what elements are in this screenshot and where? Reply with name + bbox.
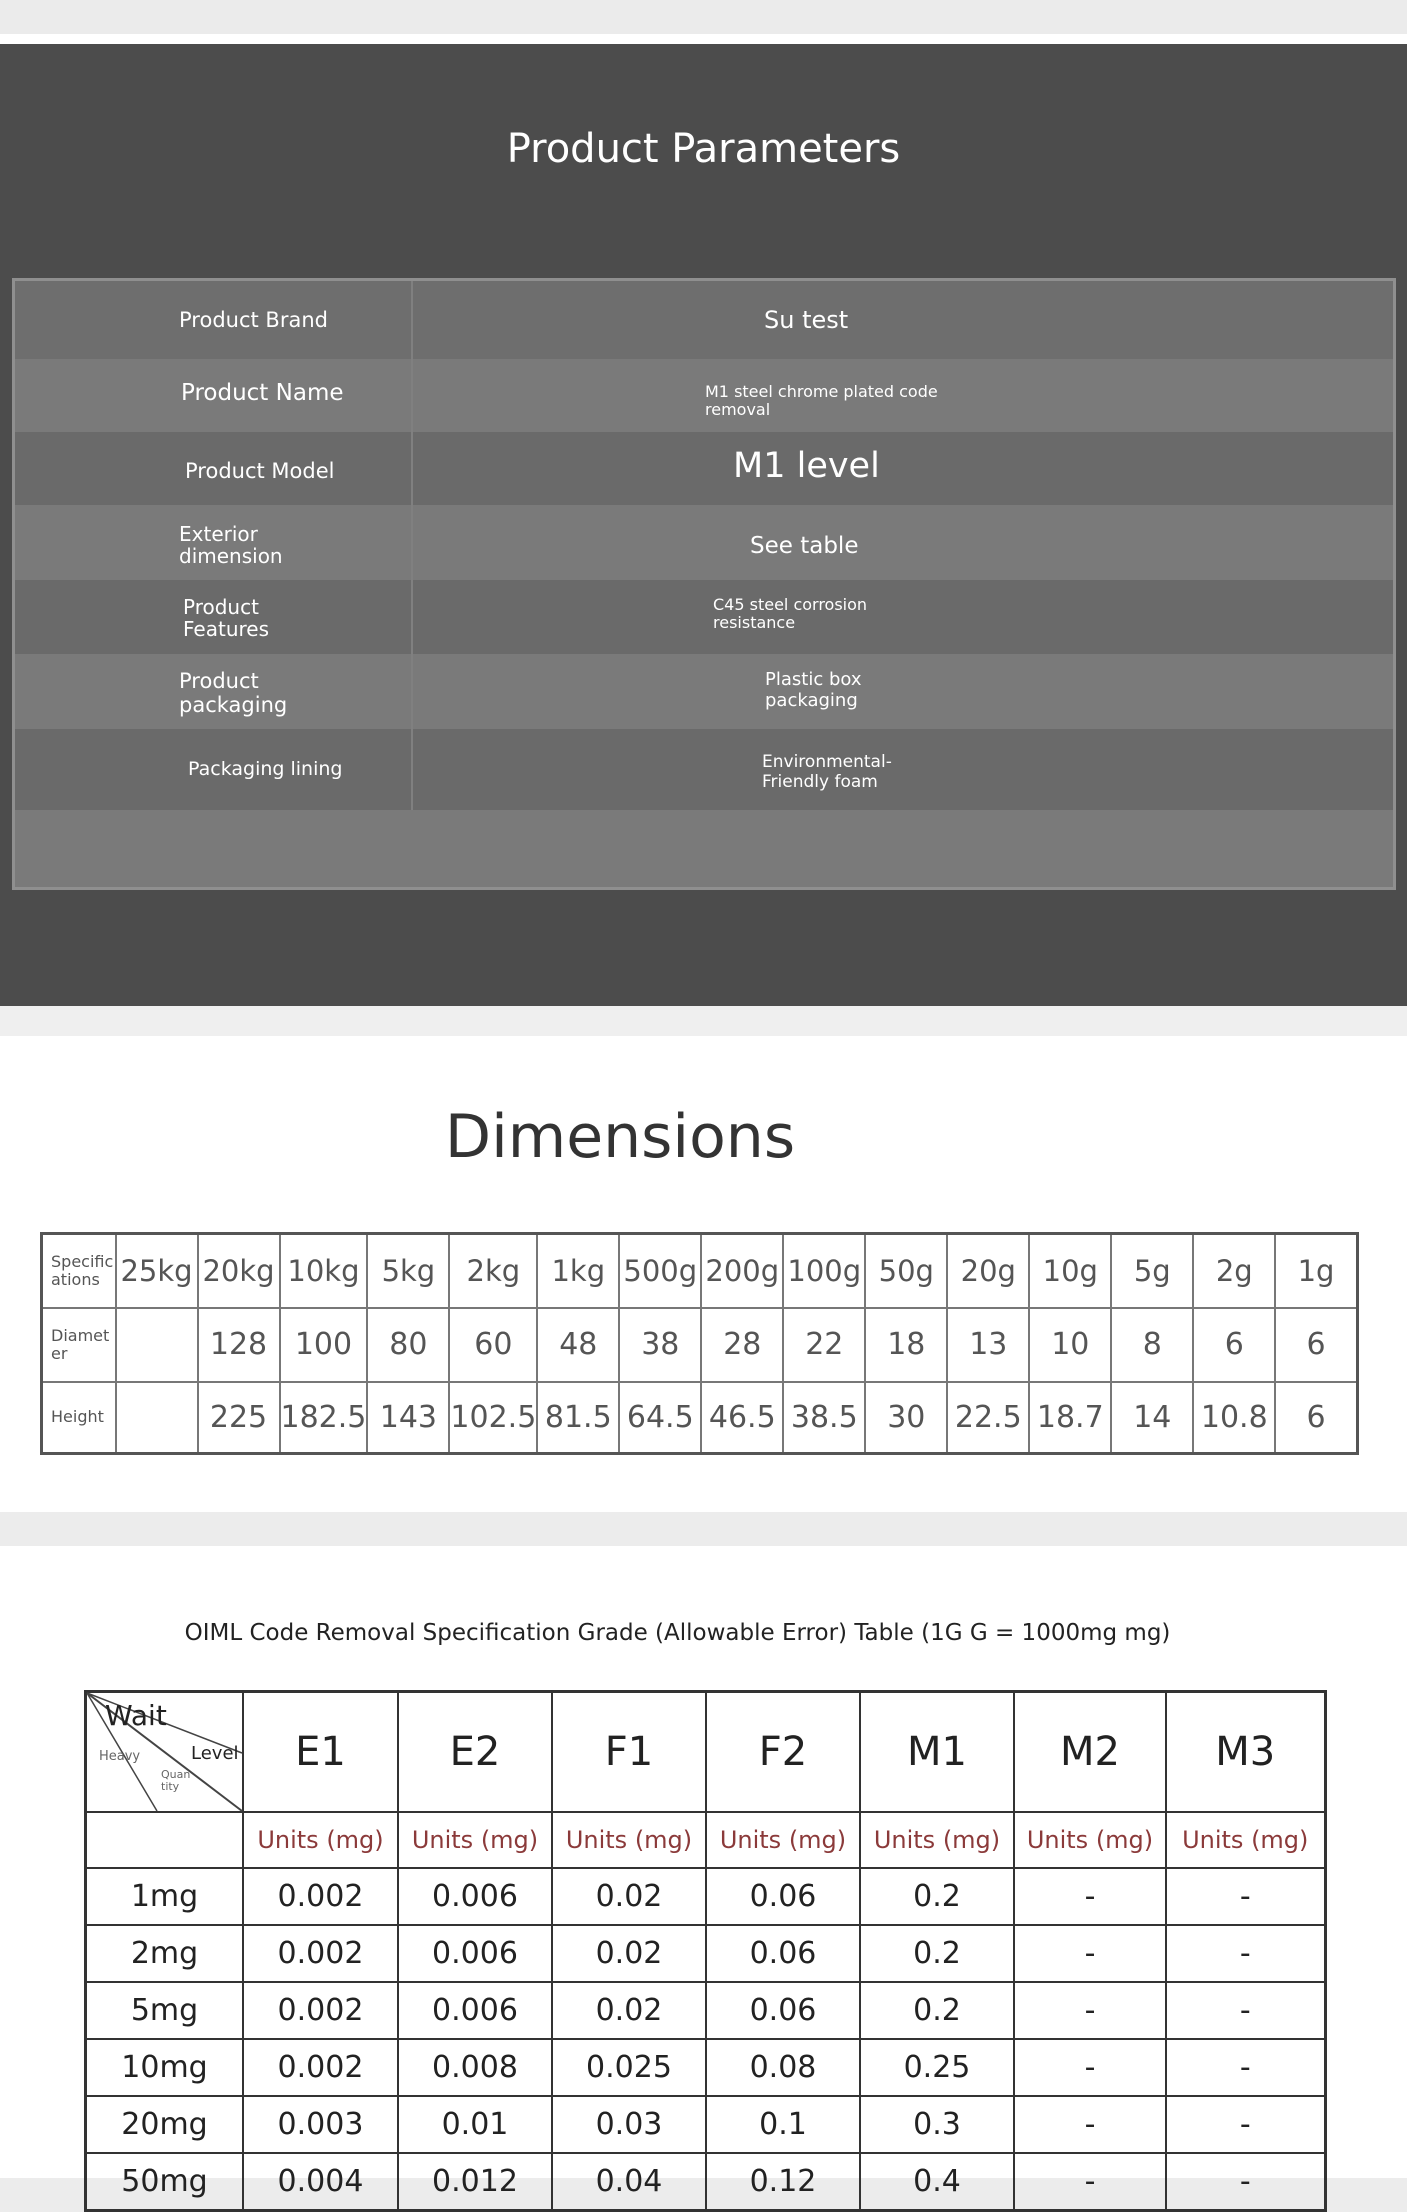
diameter-label: Diamet er — [42, 1308, 116, 1382]
tolerance-cell: - — [1014, 2153, 1166, 2210]
table-row — [86, 2096, 1326, 2153]
diameter-row — [42, 1308, 1358, 1382]
spec-cell: 10kg — [280, 1234, 368, 1308]
tolerance-cell: 0.01 — [398, 2096, 552, 2153]
tolerance-cell: - — [1014, 1982, 1166, 2039]
corner-cell — [86, 1692, 244, 1813]
height-cell: 6 — [1275, 1382, 1357, 1454]
tolerance-cell: 0.008 — [398, 2039, 552, 2096]
param-value: C45 steel corrosion resistance — [713, 595, 868, 633]
spec-cell: 10g — [1029, 1234, 1111, 1308]
height-cell: 46.5 — [701, 1382, 783, 1454]
tolerance-cell: 0.06 — [706, 1868, 860, 1925]
tolerance-cell: 0.025 — [552, 2039, 706, 2096]
tolerance-cell: 0.002 — [243, 2039, 398, 2096]
tolerance-cell: 0.2 — [860, 1982, 1014, 2039]
param-row-empty — [15, 810, 1393, 887]
grade-header-m2: M2 — [1014, 1692, 1166, 1813]
dimensions-title: Dimensions — [444, 1102, 796, 1172]
diameter-cell: 6 — [1193, 1308, 1275, 1382]
spec-cell: 1g — [1275, 1234, 1357, 1308]
tolerance-cell: 0.006 — [398, 1925, 552, 1982]
diameter-cell: 60 — [449, 1308, 537, 1382]
top-strip-gap — [0, 34, 1407, 44]
spec-cell: 2g — [1193, 1234, 1275, 1308]
tolerance-cell: 0.006 — [398, 1982, 552, 2039]
dimensions-table — [40, 1232, 1359, 1455]
tolerance-cell: 0.004 — [243, 2153, 398, 2210]
param-row-features — [15, 580, 1393, 654]
tolerance-cell: - — [1014, 2096, 1166, 2153]
tolerance-cell: 0.012 — [398, 2153, 552, 2210]
oiml-title: OIML Code Removal Specification Grade (Allowable Error) Table (1G G = 1000mg mg) — [184, 1620, 1171, 1646]
diameter-cell — [116, 1308, 198, 1382]
param-value: M1 steel chrome plated code removal — [705, 382, 938, 420]
mass-cell: 1mg — [86, 1868, 244, 1925]
tolerance-cell: 0.02 — [552, 1868, 706, 1925]
specifications-row — [42, 1234, 1358, 1308]
tolerance-cell: 0.02 — [552, 1982, 706, 2039]
param-label: Product Brand — [179, 308, 328, 332]
table-row — [86, 2039, 1326, 2096]
mass-cell: 2mg — [86, 1925, 244, 1982]
table-row — [86, 2153, 1326, 2210]
unit-cell: Units (mg) — [1014, 1812, 1166, 1868]
tolerance-cell: 0.06 — [706, 1982, 860, 2039]
table-row — [86, 1982, 1326, 2039]
unit-cell: Units (mg) — [860, 1812, 1014, 1868]
diameter-cell: 18 — [865, 1308, 947, 1382]
tolerance-cell: 0.006 — [398, 1868, 552, 1925]
product-parameters-title: Product Parameters — [506, 126, 901, 172]
corner-wait: Wait — [105, 1699, 167, 1732]
height-cell: 102.5 — [449, 1382, 537, 1454]
param-label: Product Features — [183, 595, 269, 642]
top-strip — [0, 0, 1407, 34]
param-value: Plastic box packaging — [765, 669, 862, 711]
spec-cell: 20g — [947, 1234, 1029, 1308]
tolerance-cell: - — [1166, 1982, 1325, 2039]
spec-cell: 50g — [865, 1234, 947, 1308]
tolerance-cell: - — [1166, 1868, 1325, 1925]
tolerance-cell: - — [1014, 2039, 1166, 2096]
corner-level: Level — [191, 1743, 239, 1764]
tolerance-cell: 0.002 — [243, 1982, 398, 2039]
param-row-lining — [15, 729, 1393, 810]
diameter-cell: 22 — [783, 1308, 865, 1382]
section-divider — [0, 1512, 1407, 1546]
unit-cell: Units (mg) — [1166, 1812, 1325, 1868]
tolerance-cell: 0.25 — [860, 2039, 1014, 2096]
param-row-packaging — [15, 654, 1393, 729]
tolerance-cell: - — [1166, 2039, 1325, 2096]
spec-cell: 5g — [1111, 1234, 1193, 1308]
param-value: See table — [750, 533, 859, 559]
unit-cell: Units (mg) — [552, 1812, 706, 1868]
height-cell: 30 — [865, 1382, 947, 1454]
mass-cell: 10mg — [86, 2039, 244, 2096]
diameter-cell: 38 — [619, 1308, 701, 1382]
grade-header-f1: F1 — [552, 1692, 706, 1813]
tolerance-cell: 0.03 — [552, 2096, 706, 2153]
grade-header-m1: M1 — [860, 1692, 1014, 1813]
diameter-cell: 48 — [537, 1308, 619, 1382]
table-row — [86, 1868, 1326, 1925]
tolerance-cell: 0.12 — [706, 2153, 860, 2210]
tolerance-cell: 0.08 — [706, 2039, 860, 2096]
tolerance-cell: 0.2 — [860, 1868, 1014, 1925]
param-value: Environmental- Friendly foam — [762, 752, 892, 792]
dimensions-section — [0, 1036, 1407, 1512]
param-label: Exterior dimension — [179, 522, 283, 569]
tolerance-cell: - — [1014, 1868, 1166, 1925]
tolerance-cell: 0.003 — [243, 2096, 398, 2153]
grade-header-row — [86, 1692, 1326, 1813]
diameter-cell: 8 — [1111, 1308, 1193, 1382]
height-cell: 225 — [198, 1382, 280, 1454]
height-cell: 143 — [367, 1382, 449, 1454]
corner-quantity: Quan tity — [161, 1768, 191, 1794]
height-row — [42, 1382, 1358, 1454]
spec-cell: 25kg — [116, 1234, 198, 1308]
param-row-dimension — [15, 505, 1393, 580]
oiml-table — [84, 1690, 1327, 2212]
tolerance-cell: 0.3 — [860, 2096, 1014, 2153]
unit-cell: Units (mg) — [398, 1812, 552, 1868]
spec-cell: 200g — [701, 1234, 783, 1308]
tolerance-cell: 0.1 — [706, 2096, 860, 2153]
unit-cell: Units (mg) — [706, 1812, 860, 1868]
height-cell: 22.5 — [947, 1382, 1029, 1454]
spec-cell: 2kg — [449, 1234, 537, 1308]
grade-header-m3: M3 — [1166, 1692, 1325, 1813]
spec-cell: 5kg — [367, 1234, 449, 1308]
tolerance-cell: - — [1014, 1925, 1166, 1982]
tolerance-cell: 0.002 — [243, 1868, 398, 1925]
diameter-cell: 13 — [947, 1308, 1029, 1382]
units-row — [86, 1812, 1326, 1868]
tolerance-cell: 0.002 — [243, 1925, 398, 1982]
param-row-brand — [15, 281, 1393, 359]
param-label: Packaging lining — [188, 758, 343, 780]
tolerance-cell: 0.04 — [552, 2153, 706, 2210]
mass-cell: 5mg — [86, 1982, 244, 2039]
height-cell: 81.5 — [537, 1382, 619, 1454]
param-value: M1 level — [733, 446, 880, 486]
diameter-cell: 80 — [367, 1308, 449, 1382]
height-cell: 182.5 — [280, 1382, 368, 1454]
tolerance-cell: 0.06 — [706, 1925, 860, 1982]
corner-heavy: Heavy — [99, 1749, 141, 1764]
param-label: Product Model — [185, 459, 335, 483]
diameter-cell: 28 — [701, 1308, 783, 1382]
spec-cell: 1kg — [537, 1234, 619, 1308]
param-value: Su test — [764, 306, 849, 334]
grade-header-e1: E1 — [243, 1692, 398, 1813]
table-row — [86, 1925, 1326, 1982]
grade-header-e2: E2 — [398, 1692, 552, 1813]
unit-cell: Units (mg) — [243, 1812, 398, 1868]
height-cell — [116, 1382, 198, 1454]
height-cell: 64.5 — [619, 1382, 701, 1454]
height-cell: 10.8 — [1193, 1382, 1275, 1454]
grade-header-f2: F2 — [706, 1692, 860, 1813]
tolerance-cell: - — [1166, 2153, 1325, 2210]
product-parameters-table — [12, 278, 1396, 890]
product-parameters-section — [0, 44, 1407, 1006]
height-label: Height — [42, 1382, 116, 1454]
param-label: Product packaging — [179, 669, 288, 717]
height-cell: 18.7 — [1029, 1382, 1111, 1454]
tolerance-cell: - — [1166, 2096, 1325, 2153]
param-label: Product Name — [181, 380, 344, 406]
tolerance-cell: - — [1166, 1925, 1325, 1982]
diameter-cell: 6 — [1275, 1308, 1357, 1382]
spec-cell: 20kg — [198, 1234, 280, 1308]
spec-cell: 500g — [619, 1234, 701, 1308]
param-row-model — [15, 432, 1393, 505]
mass-cell: 20mg — [86, 2096, 244, 2153]
tolerance-cell: 0.4 — [860, 2153, 1014, 2210]
diameter-cell: 128 — [198, 1308, 280, 1382]
mass-cell: 50mg — [86, 2153, 244, 2210]
diameter-cell: 100 — [280, 1308, 368, 1382]
height-cell: 14 — [1111, 1382, 1193, 1454]
section-divider — [0, 1006, 1407, 1036]
diameter-cell: 10 — [1029, 1308, 1111, 1382]
oiml-section — [0, 1546, 1407, 2199]
spec-cell: 100g — [783, 1234, 865, 1308]
specifications-label: Specific ations — [42, 1234, 116, 1308]
param-row-name — [15, 359, 1393, 432]
tolerance-cell: 0.2 — [860, 1925, 1014, 1982]
tolerance-cell: 0.02 — [552, 1925, 706, 1982]
height-cell: 38.5 — [783, 1382, 865, 1454]
